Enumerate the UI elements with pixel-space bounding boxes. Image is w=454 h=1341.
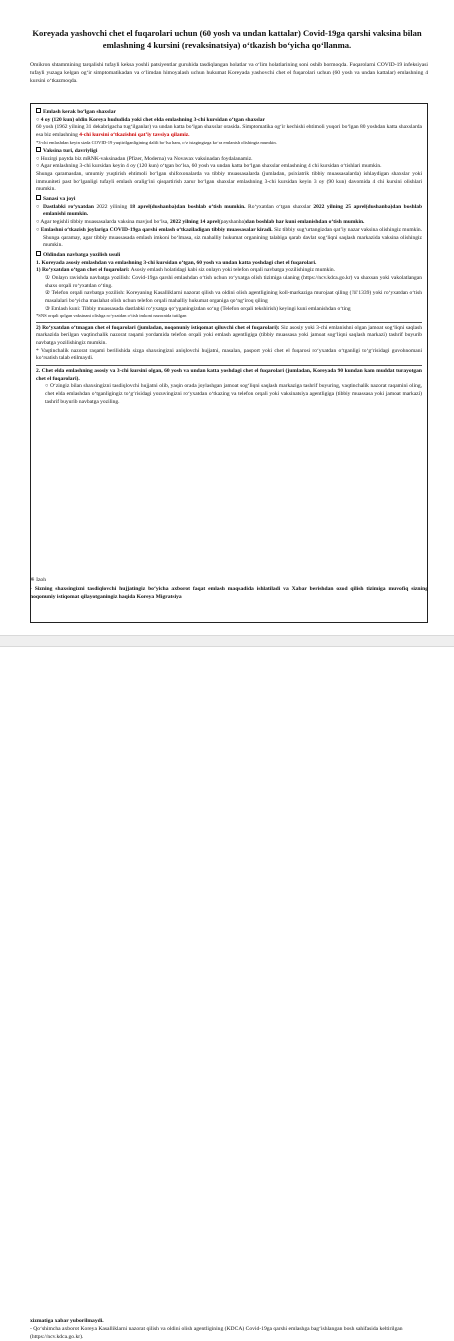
page2-line-2: - Qoʻshimcha axborot Koreya Kasalliklarni nazorat qilish va oldini olish agentligining (KDCA) Covid-19ga qarshi emlashga bagʻishlangan bosh sahifasida keltirilgan (https://ncv.kdca.go.kr). <box>30 1326 403 1341</box>
date-line-1e: 2022 yilning 25 aprel(dushanba)dan boshlab emlanishi mumkin. <box>43 203 423 218</box>
section-vaccine-header: Vaksina turi, davriyligi <box>43 147 98 154</box>
divider <box>36 322 422 323</box>
document-title: Koreyada yashovchi chet el fuqarolari uchun (60 yosh va undan kattalar) Covid-19ga qarshi vaksina bilan emlashning 4 kursini (revaksinatsiya) oʻtkazish boʻyicha qoʻllanma. <box>32 28 422 50</box>
footnote-line-1: - Sizning shaxsingizni tasdiqlovchi hujjatingiz boʻyicha axborot faqat emlash maqsadida ishlatiladi va Xabar berishdan ozod qilish tizimiga muvofiq sizning noqonuniy istiqomat qilayotganingiz haqida Koreya Migratsiya <box>30 586 428 601</box>
checkbox-icon <box>36 251 41 256</box>
date-line-2b: 2022 yilning 14 aprel <box>169 219 219 226</box>
divider <box>36 365 422 366</box>
checkbox-icon <box>36 108 41 113</box>
section-who-header: Emlash kerak boʻlgan shaxslar <box>43 109 116 115</box>
page2-line-1: xizmatiga xabar yuborilmaydi. <box>30 1318 104 1324</box>
booking-option-3: ③ Emlash kuni: Tibbiy muassasada dastlabki roʻyxatga qoʻyganingizdan soʻng (Telefon orqali tekshirish) keyingi kuni emlanishdan oʻting <box>45 305 351 312</box>
page2-text <box>30 1317 428 1341</box>
guidance-box <box>30 103 428 623</box>
section-booking-header: Oldindan navbatga yozilish usuli <box>43 251 121 258</box>
who-note: *3-chi emlashdan keyin sizda COVID-19 yuqtirilganligining dalili boʻlsa ham, oʻz istagingizga koʻra emlanish olishingiz mumkin. <box>36 139 277 145</box>
section-vaccine: Vaksina turi, davriyligi ○ Hozirgi paytda biz mRNK-vaksinadan (Pfizer, Moderna) va Novavax vaksinadan foydalanamiz. ○ Agar emlashning 3-chi kursidan keyin 4 oy (120 kun) oʻtgan boʻlsa, 60 yosh va undan katta boʻlgan shaxslar emlashning 4 chi kursidan oʻtishlari mumkin. Shunga qaramasdan, umumiy yuqtirish ehtimoli boʻlgan shifoxonalarda va tibbiy muassasalarda (jumladan, psixiatrik tibbiy muassasalarda) ishlaydigan shaxslar yoki immuniteti past boʻlganligi tufayli emlash oraligʻini qisqartirish zarur boʻlgan shaxslar emlashning 3-chi kursidan keyin 3 oy (90 kun) davomida 4 chi kursini olishlari mumkin. <box>36 147 422 193</box>
vaccine-line-3: Shunga qaramasdan, umumiy yuqtirish ehtimoli boʻlgan shifoxonalarda va tibbiy muassasalarda (jumladan, psixiatrik tibbiy muassasalarda) ishlaydigan shaxslar yoki immuniteti past boʻlganligi tufayli emlash oraligʻini qisqartirish zarur boʻlgan shaxslar emlashning 3-chi kursidan keyin 3 oy (90 kun) davomida 4 chi kursini olishlari mumkin. <box>36 171 422 193</box>
date-line-2a: Agar tegishli tibbiy muassasalarda vaksina mavjud boʻlsa, <box>40 219 169 226</box>
page-gap <box>0 636 454 646</box>
who-line-2-emph: 4-chi kursini oʻtkazishni qatʼiy tavsiya qilamiz. <box>79 132 190 139</box>
booking-option-2: ② Telefon orqali navbatga yozilish: Koreyaning Kasalliklarni nazorat qilish va oldini olish agentligining koll-markaziga murojaat qiling (☏1339) yoki roʻyxatdan oʻtish masalalari boʻyicha maslahat olish uchun telefon orqali mahalliy hukumat organiga qoʻngʻiroq qiling <box>45 290 422 304</box>
booking-h2-text: ○ Oʻzingiz bilan shaxsingizni tasdiqlovchi hujjatni olib, yaqin orada joylashgan jamoat sogʻliqni saqlash markaziga tashrif buyuring, vaqtinchalik nazorat raqamini oling, chet elda emlashdan oʻtganligingiz toʻgʻrisidagi yozuvingizni roʻyxatdan oʻtkazing va telefon orqali yoki vaksinatsiya agentligiga (tibbiy muassasa yoki jamoat markazi) tashrif buyurib navbatga yoziling. <box>45 383 422 405</box>
who-line-2: 60 yosh (1962 yilning 31 dekabrigacha tugʻilganlar) va undan katta boʻlgan shaxslar orasida. Simptomatika ogʻir kechishi ehtimoli yuqori boʻlgan 80 yoshdan katta shaxslarda esa biz emlashning <box>36 124 422 139</box>
date-line-1a: Dastlabki roʻyxatdan <box>42 203 94 210</box>
date-line-1c: 18 aprel(dushanba)dan boshlab oʻtish mumkin. <box>129 203 246 210</box>
place-line-a: Emlashni oʻtkazish joylariga COVID-19ga qarshi emlash oʻtkaziladigan tibbiy muassasalar kiradi. <box>40 226 273 233</box>
date-line-2d: dan boshlab har kuni emlanishdan oʻtish mumkin. <box>245 219 365 226</box>
booking-q2-text: Siz asosiy yoki 3-chi emlanishni olgan jamoat sogʻliqni saqlash markazida berilgan vaqtinchalik nazorat raqami yordamida telefon orqali yoki emlash agentligiga (tibbiy muassasa yoki jamoat sogʻliqni saqlash markazi) tashrif buyurib navbatga yozilishingiz mumkin. <box>36 324 422 346</box>
booking-note-1: *SNS orqali qolgan vaksinani olishga roʻyxatdan oʻtish imkoni nazoratda tutilgan <box>36 313 187 319</box>
booking-q1: 1) Roʻyxatdan oʻtgan chet el fuqarolari: <box>36 267 130 274</box>
section-date-place: Sanasi va joyi ○ Dastlabki roʻyxatdan 2022 yilining 18 aprel(dushanba)dan boshlab oʻtish mumkin. Roʻyxatdan oʻtgan shaxslar 2022 yilning 25 aprel(dushanba)dan boshlab emlanishi mumkin. ○ Agar tegishli tibbiy muassasalarda vaksina mavjud boʻlsa, 2022 yilning 14 aprel(payshanba)dan boshlab har kuni emlanishdan oʻtish mumkin. ○ Emlashni oʻtkazish joylariga COVID-19ga qarshi emlash oʻtkaziladigan tibbiy muassasalar kiradi. Siz tibbiy sugʻurtangizdan qatʼiy nazar vaksina olishingiz mumkin. Shunga qaramay, agar tibbiy muassasada emlash imkoni boʻlmasa, siz mahalliy hukumat organining talabiga qarab davlat sogʻliqni saqlash markazida vaksina olishingiz mumkin. <box>36 196 423 249</box>
booking-h1: 1. Koreyada asosiy emlashdan va emlashning 3-chi kursidan oʻtgan, 60 yosh va undan katta yoshdagi chet el fuqarolari. <box>36 259 317 266</box>
vaccine-line-2: Agar emlashning 3-chi kursidan keyin 4 oy (120 kun) oʻtgan boʻlsa, 60 yosh va undan katta boʻlgan shaxslar emlashning 4 chi kursidan oʻtishlari mumkin. <box>40 163 382 170</box>
vaccine-line-1: Hozirgi paytda biz mRNK-vaksinadan (Pfizer, Moderna) va Novavax vaksinadan foydalanamiz. <box>40 155 253 162</box>
booking-h2: 2. Chet elda emlashning asosiy va 3-chi kursini olgan, 60 yosh va undan katta yoshdagi chet el fuqarolari (jumladan, Koreyada 90 kundan kam muddat turayotgan chet el fuqarolari). <box>36 368 422 382</box>
section-who: Emlash kerak boʻlgan shaxslar ○ 4 oy (120 kun) oldin Koreya hududida yoki chet elda emlashning 3-chi kursidan oʻtgan shaxslar 60 yosh (1962 yilning 31 dekabrigacha tugʻilganlar) va undan katta boʻlgan shaxslar orasida. Simptomatika ogʻir kechishi ehtimoli yuqori boʻlgan 80 yoshdan katta shaxslarda esa biz emlashning 4-chi kursini oʻtkazishni qatʼiy tavsiya qilamiz. *3-chi emlashdan keyin sizda COVID-19 yuqtirilganligining dalili boʻlsa ham, oʻz istagingizga koʻra emlanish olishingiz mumkin. <box>36 109 422 145</box>
booking-q2: 2) Roʻyxatdan oʻtmagan chet el fuqarolari (jumladan, noqonuniy istiqomat qiluvchi chet el fuqarolari): <box>36 324 280 331</box>
intro-paragraph: Omikron shtammining tarqalishi tufayli keksa yoshli patsiyentlar guruhida tasdiqlangan holatlar va oʻlim holatlarining soni oshib bormoqda. Fuqarolarni COVID-19 infeksiyasi tufayli yuzaga kelgan ogʻir simptomatikadan va oʻlimdan himoyalash uchun hukumat Koreyada yashovchi chet el fuqarolari uchun (60 yosh va undan kattalar) emlashning 4 kursini oʻtkazmoqda. <box>30 62 428 84</box>
booking-q1-text: Asosiy emlash holatidagi kabi siz onlayn yoki telefon orqali navbatga yozilishingiz mumkin. <box>130 267 336 274</box>
document-page-1 <box>0 0 454 636</box>
document-page-2 <box>0 646 454 1341</box>
date-line-1b: 2022 yilining <box>96 203 128 210</box>
place-line-b: Siz tibbiy sugʻurtangizdan qatʼiy nazar vaksina olishingiz mumkin. Shunga qaramay, agar tibbiy muassasada emlash imkoni boʻlmasa, siz mahalliy hukumat organining talabiga qarab davlat sogʻliqni saqlash markazida vaksina olishingiz mumkin. <box>43 226 423 249</box>
footnote <box>30 576 428 601</box>
section-booking <box>36 251 422 407</box>
who-line-1: 4 oy (120 kun) oldin Koreya hududida yoki chet elda emlashning 3-chi kursidan oʻtgan shaxslar <box>40 116 265 123</box>
booking-option-1: ① Onlayn ravishda navbatga yozilish: Covid-19ga qarshi emlashdan oʻtish uchun roʻyxatga olish tizimiga ulaning (https://ncv.kdca.go.kr) va shaxsan yoki vakolatlangan shaxs orqali roʻyxatdan oʻting. <box>45 274 422 289</box>
checkbox-icon <box>36 195 41 200</box>
footnote-star: ※ Izoh <box>30 577 47 583</box>
checkbox-icon <box>36 147 41 152</box>
booking-note-2: * Vaqtinchalik nazorat raqami berilishida sizga shaxsingizni aniqlovchi hujjatni, masalan, pasport yoki chet el fuqarosi roʻyxatdan oʻtganligi toʻgʻrisidagi guvohnomani koʻrsatish talab etilmaydi. <box>36 347 422 362</box>
date-line-2c: (payshanba) <box>218 219 246 226</box>
date-line-1d: Roʻyxatdan oʻtgan shaxslar <box>248 203 311 210</box>
section-date-header: Sanasi va joyi <box>43 196 76 203</box>
